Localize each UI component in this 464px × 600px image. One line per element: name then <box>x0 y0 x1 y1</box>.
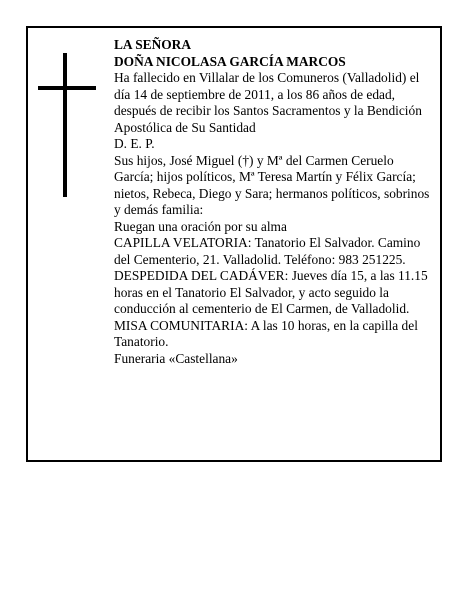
mass-label: MISA COMUNITARIA: <box>114 317 248 333</box>
family-list: Sus hijos, José Miguel (†) y Mª del Carmen Ceruelo García; hijos políticos, Mª Teresa Martín y Félix García; nietos, Rebeca, Diego y Sara; hermanos políticos, sobrinos y demás familia: <box>114 152 430 217</box>
farewell-label: DESPEDIDA DEL CADÁVER: <box>114 268 289 283</box>
death-info: Ha fallecido en Villalar de los Comuneros (Valladolid) el día 14 de septiembre de 2011, a los 86 años de edad, después de recibir los Santos Sacramentos y la Bendición Apostólica de Su Santidad <box>114 70 422 135</box>
honorific: LA SEÑORA <box>114 37 192 52</box>
cross-vertical-bar <box>63 53 67 197</box>
chapel-text: Tanatorio El Salvador. Camino del Cementerio, 21. Valladolid. Teléfono: 983 251225. <box>114 235 421 267</box>
dep-label: D. E. P. <box>114 136 155 151</box>
mass-info <box>114 318 432 351</box>
farewell-text: Jueves día 15, a las 11.15 horas en el Tanatorio El Salvador, y acto seguido la conducción al cementerio de El Carmen, de Valladolid. <box>114 268 428 316</box>
cross-horizontal-bar <box>38 86 96 90</box>
funeral-home: Funeraria «Castellana» <box>114 350 238 366</box>
prayer-request: Ruegan una oración por su alma <box>114 218 287 234</box>
chapel-info <box>114 235 432 268</box>
obituary-text <box>114 37 432 367</box>
cross-icon <box>38 53 98 197</box>
mass-text: A las 10 horas, en la capilla del Tanatorio. <box>114 317 418 349</box>
chapel-label: CAPILLA VELATORIA: <box>114 235 252 250</box>
farewell-info <box>114 268 432 318</box>
deceased-name: DOÑA NICOLASA GARCÍA MARCOS <box>114 53 346 69</box>
